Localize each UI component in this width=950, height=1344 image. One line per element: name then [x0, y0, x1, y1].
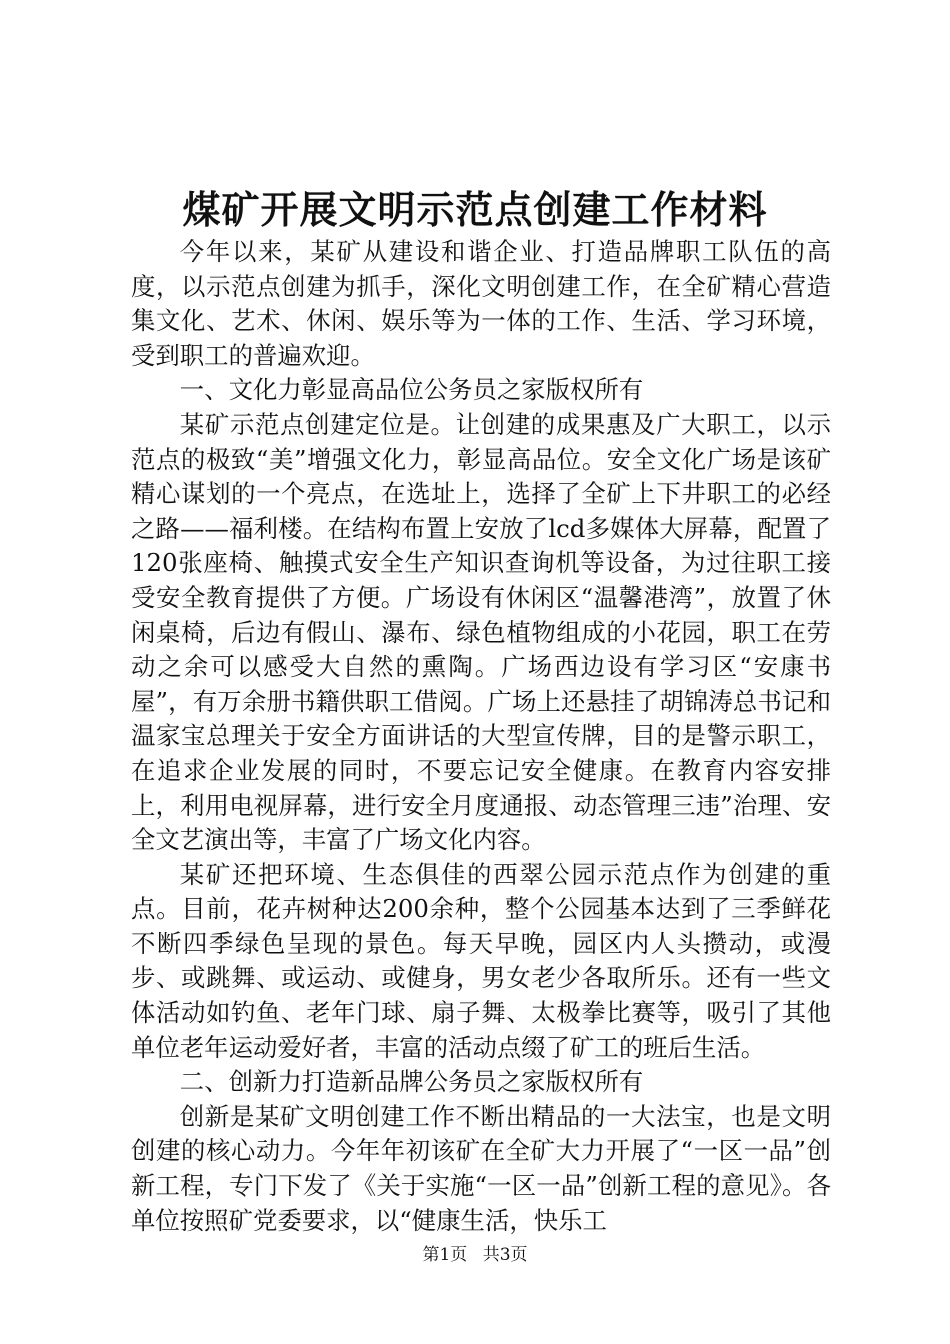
page-total: 共3页: [482, 1245, 528, 1265]
section-heading-1: 一、文化力彰显高品位公务员之家版权所有: [179, 375, 644, 405]
page-footer: [0, 1244, 950, 1266]
document-body: [131, 235, 831, 1238]
paragraph-intro: 今年以来，某矿从建设和谐企业、打造品牌职工队伍的高度，以示范点创建为抓手，深化文明创建工作，在全矿精心营造集文化、艺术、休闲、娱乐等为一体的工作、生活、学习环境，受到职工的普遍欢迎。: [131, 237, 831, 370]
page-number: 第1页: [422, 1245, 468, 1265]
section-heading-2: 二、创新力打造新品牌公务员之家版权所有: [179, 1067, 644, 1097]
paragraph-culture-square: 某矿示范点创建定位是。让创建的成果惠及广大职工，以示范点的极致“美”增强文化力，彰显高品位。安全文化广场是该矿精心谋划的一个亮点，在选址上，选择了全矿上下井职工的必经之路——福利楼。在结构布置上安放了lcd多媒体大屏幕，配置了120张座椅、触摸式安全生产知识查询机等设备，为过往职工接受安全教育提供了方便。广场设有休闲区“温馨港湾”，放置了休闲桌椅，后边有假山、瀑布、绿色植物组成的小花园，职工在劳动之余可以感受大自然的熏陶。广场西边设有学习区“安康书屋”，有万余册书籍供职工借阅。广场上还悬挂了胡锦涛总书记和温家宝总理关于安全方面讲话的大型宣传牌，目的是警示职工，在追求企业发展的同时，不要忘记安全健康。在教育内容安排上，利用电视屏幕，进行安全月度通报、动态管理三违”治理、安全文艺演出等，丰富了广场文化内容。: [131, 409, 831, 855]
document-title: 煤矿开展文明示范点创建工作材料: [182, 187, 768, 232]
paragraph-innovation: 创新是某矿文明创建工作不断出精品的一大法宝，也是文明创建的核心动力。今年年初该矿在全矿大力开展了“一区一品”创新工程，专门下发了《关于实施“一区一品”创新工程的意见》。各单位按照矿党委要求，以“健康生活，快乐工: [131, 1101, 831, 1235]
paragraph-park: 某矿还把环境、生态俱佳的西翠公园示范点作为创建的重点。目前，花卉树种达200余种，整个公园基本达到了三季鲜花不断四季绿色呈现的景色。每天早晚，园区内人头攒动，或漫步、或跳舞、或运动、或健身，男女老少各取所乐。还有一些文体活动如钓鱼、老年门球、扇子舞、太极拳比赛等，吸引了其他单位老年运动爱好者，丰富的活动点缀了矿工的班后生活。: [131, 859, 831, 1062]
